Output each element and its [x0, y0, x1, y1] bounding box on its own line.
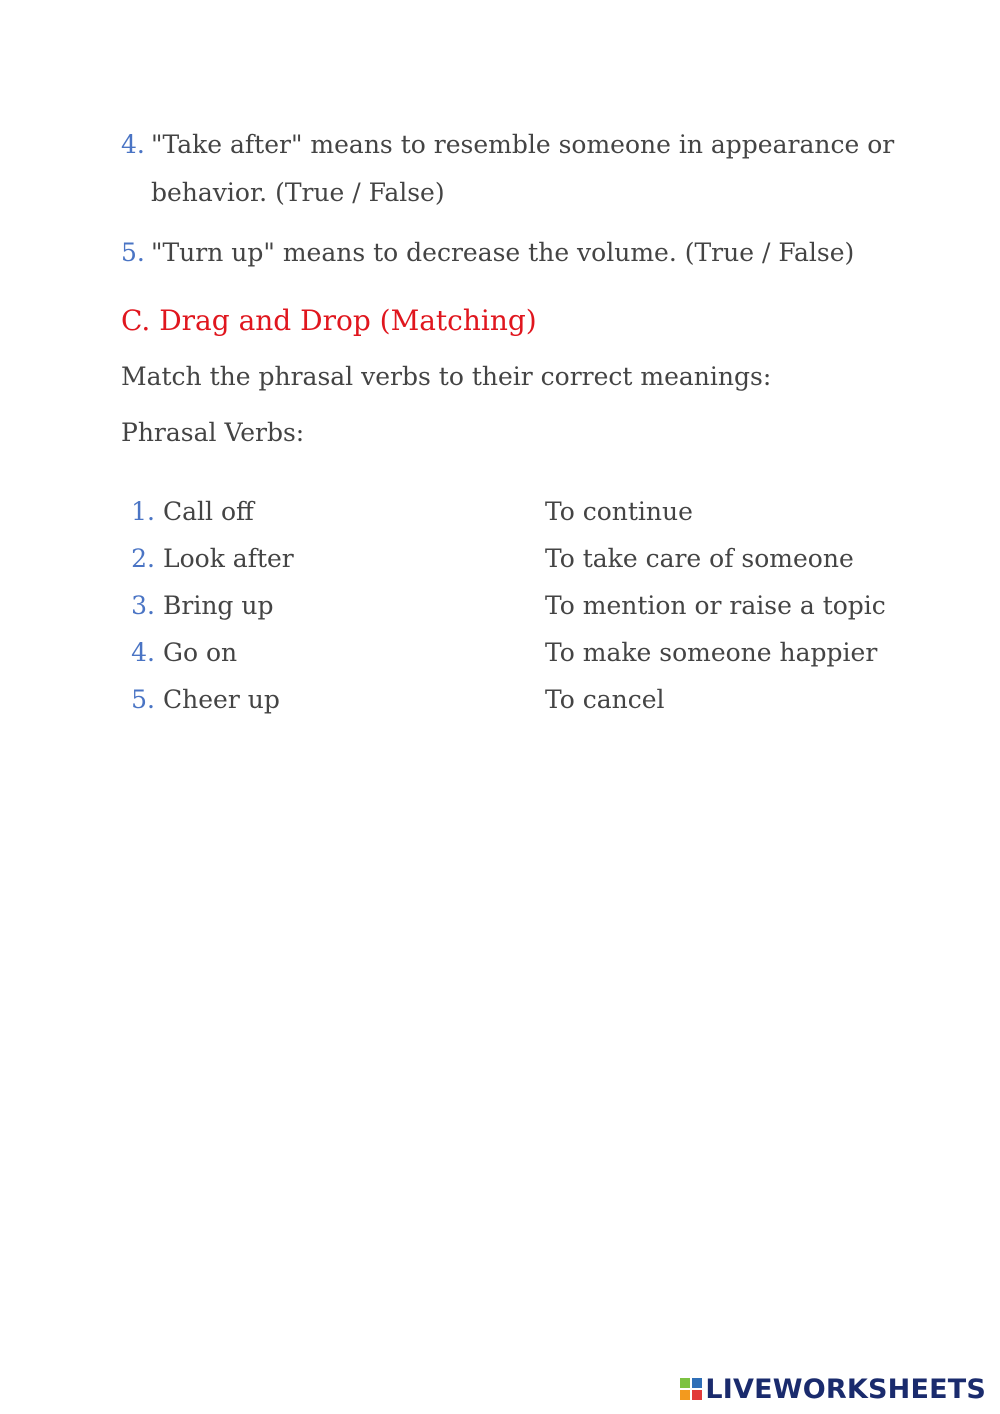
phrasal-verb: Call off	[163, 497, 254, 526]
row-number: 1.	[131, 497, 155, 526]
matching-list	[121, 488, 921, 723]
meaning-drag-item[interactable]: To cancel	[545, 685, 665, 714]
phrasal-verb: Bring up	[163, 591, 274, 620]
row-number: 5.	[131, 685, 155, 714]
item-text-line-1: "Take after" means to resemble someone in appearance or	[151, 130, 895, 159]
meaning-drag-item[interactable]: To take care of someone	[545, 544, 854, 573]
row-number: 4.	[131, 638, 155, 667]
liveworksheets-logo-icon	[680, 1378, 702, 1400]
true-false-item-5	[121, 229, 901, 277]
section-heading-drag-and-drop: C. Drag and Drop (Matching)	[121, 304, 537, 337]
phrasal-verb: Cheer up	[163, 685, 280, 714]
item-text: "Turn up" means to decrease the volume. (True / False)	[151, 238, 855, 267]
phrasal-verb: Go on	[163, 638, 238, 667]
item-number: 5.	[121, 238, 145, 267]
meaning-drag-item[interactable]: To mention or raise a topic	[545, 591, 886, 620]
phrasal-verb: Look after	[163, 544, 294, 573]
matching-instruction: Match the phrasal verbs to their correct meanings:	[121, 362, 772, 391]
matching-row	[121, 676, 921, 723]
matching-row	[121, 629, 921, 676]
item-text-line-2: behavior. (True / False)	[151, 178, 445, 207]
matching-row	[121, 535, 921, 582]
true-false-item-4	[121, 121, 901, 217]
matching-row	[121, 582, 921, 629]
meaning-drag-item[interactable]: To continue	[545, 497, 693, 526]
item-number: 4.	[121, 130, 145, 159]
matching-row	[121, 488, 921, 535]
brand-name: LIVEWORKSHEETS	[705, 1373, 986, 1405]
row-number: 3.	[131, 591, 155, 620]
meaning-drag-item[interactable]: To make someone happier	[545, 638, 878, 667]
phrasal-verbs-heading: Phrasal Verbs:	[121, 418, 305, 447]
row-number: 2.	[131, 544, 155, 573]
liveworksheets-brand	[680, 1374, 986, 1404]
